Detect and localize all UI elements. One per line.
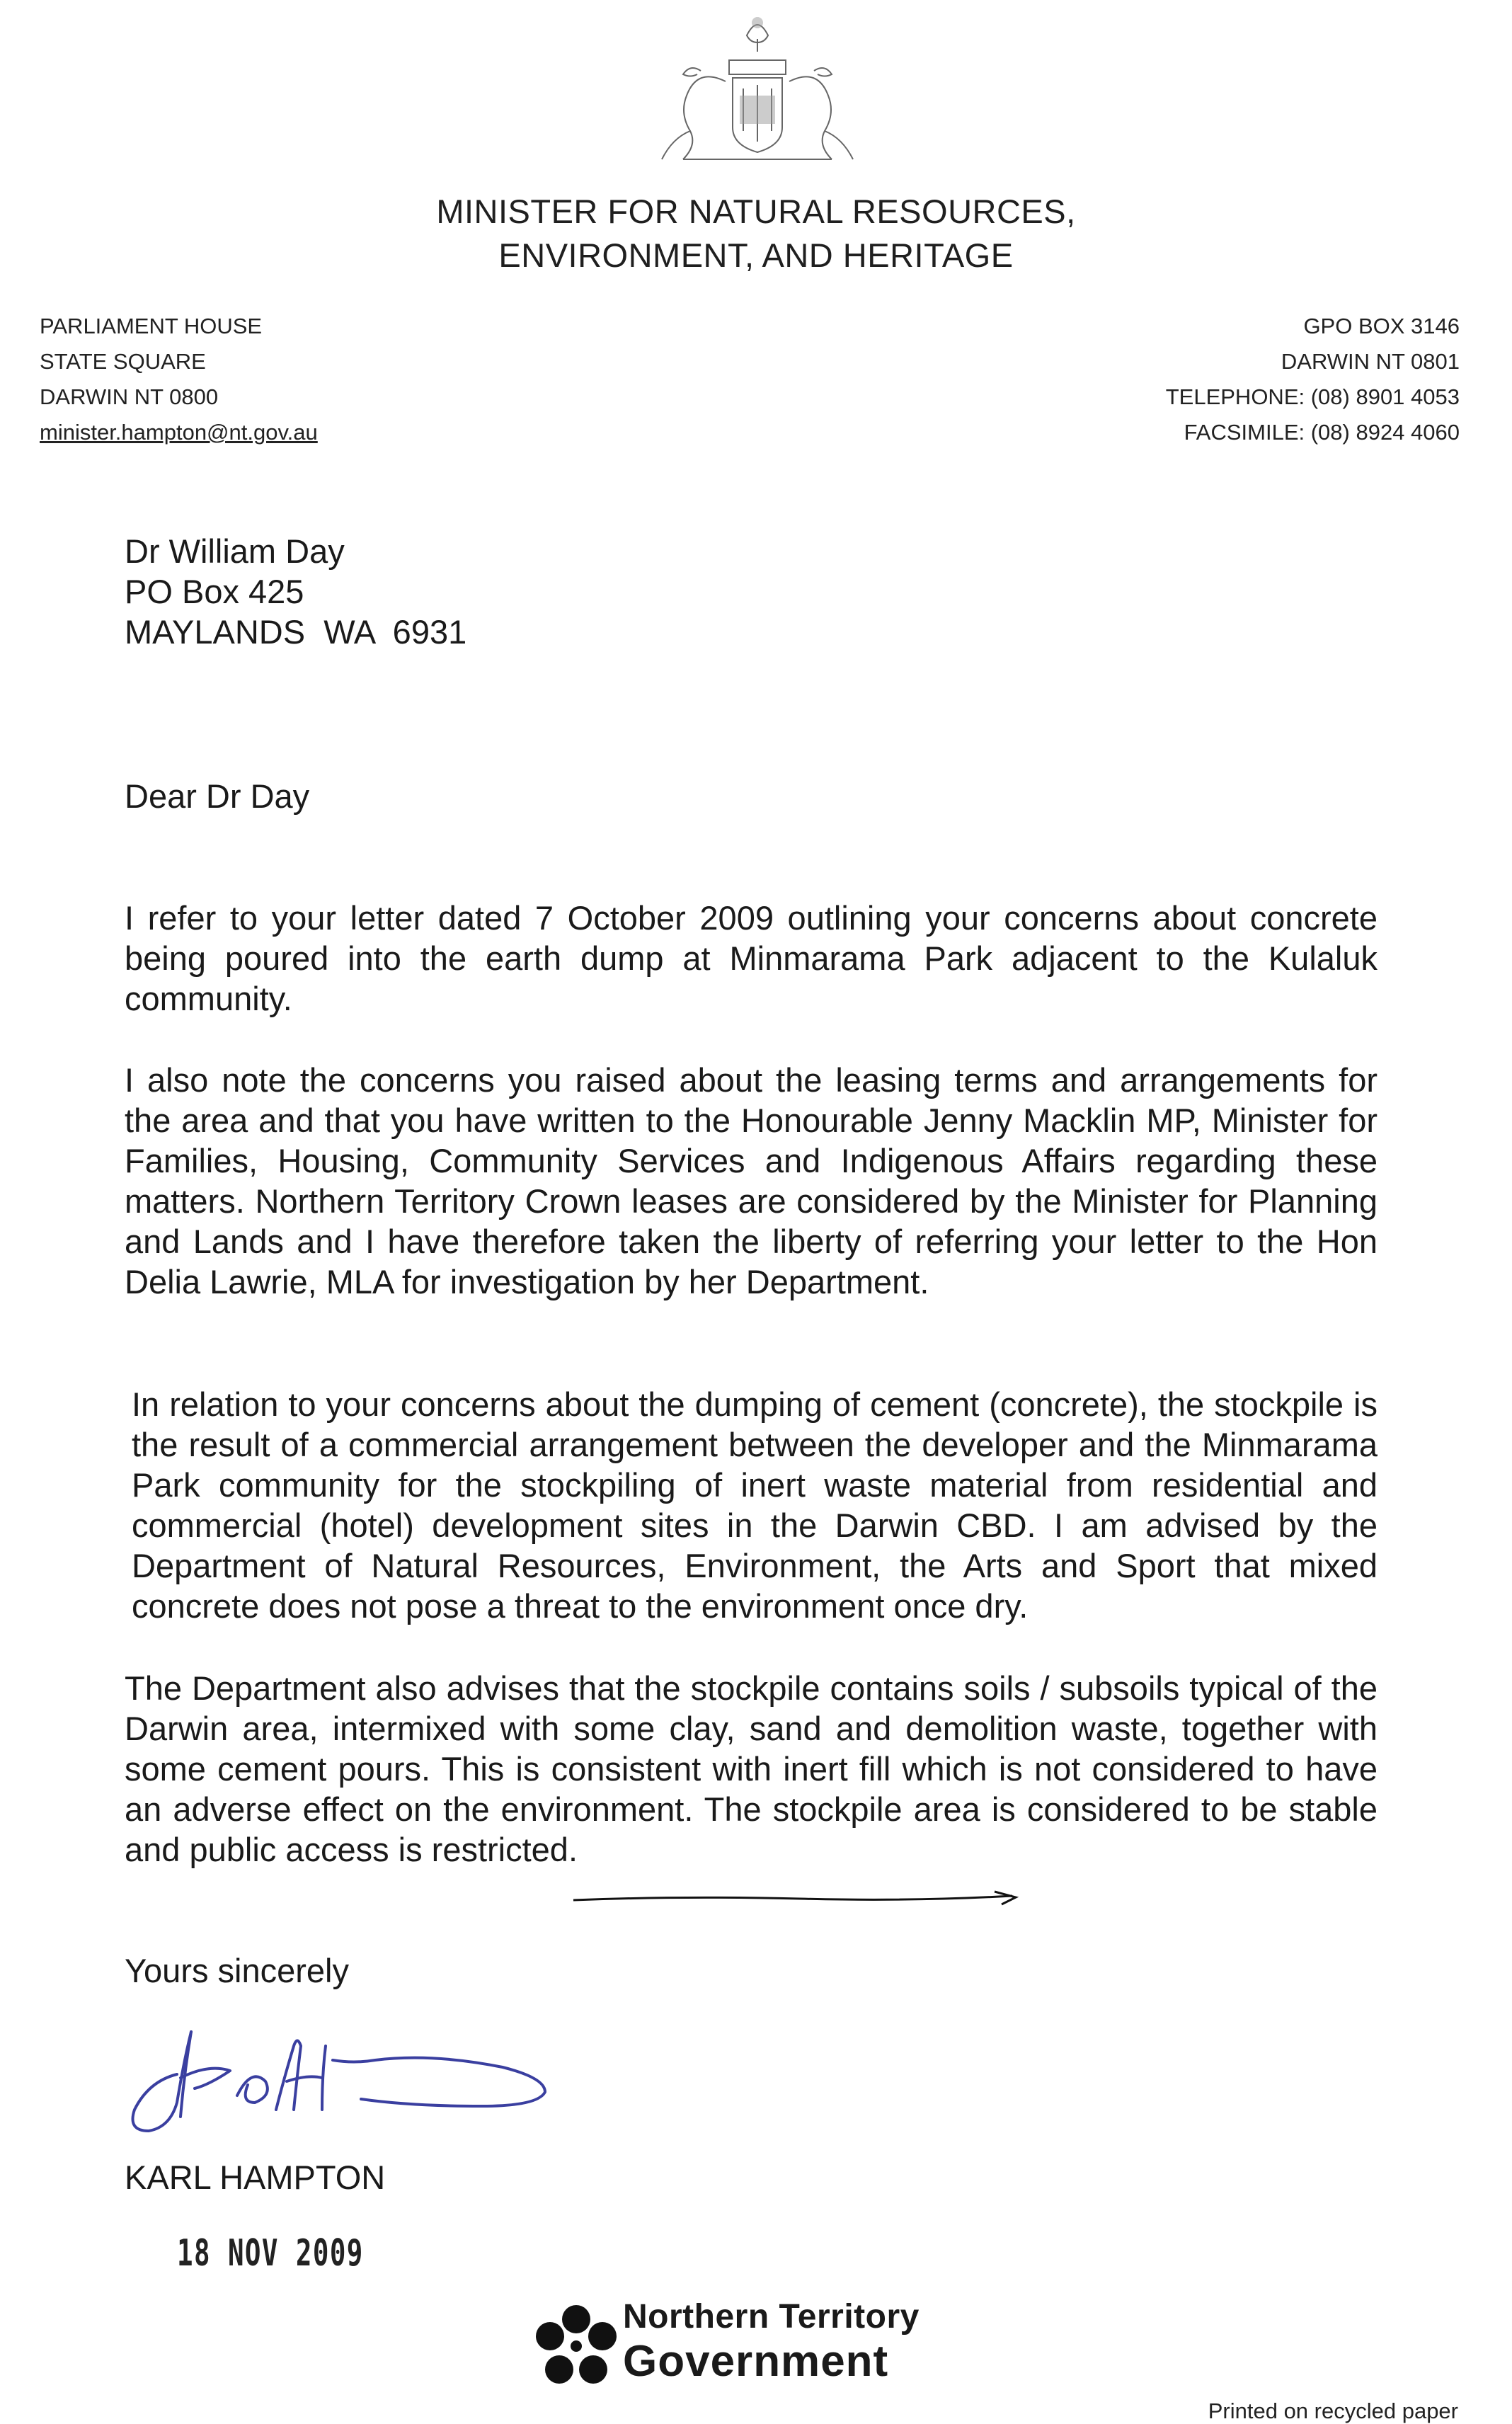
nt-government-flower-logo-icon <box>531 2302 622 2393</box>
gpo-box: GPO BOX 3146 <box>1303 314 1460 338</box>
minister-email-link[interactable]: minister.hampton@nt.gov.au <box>40 420 318 445</box>
body-paragraph-4: The Department also advises that the stockpile contains soils / subsoils typical of the Darwin area, intermixed with some clay, sand and demolition waste, together with some cement pours. This is consistent with inert fill which is not considered to have an adverse effect on the environment. The stockpile area is considered to be stable and public access is restricted. <box>125 1669 1378 1868</box>
body-paragraph-2: I also note the concerns you raised about the leasing terms and arrangements for the area and that you have written to the Honourable Jenny Macklin MP, Minister for Families, Housing, Community Services and Indigenous Affairs regarding these matters. Northern Territory Crown leases are considered by the Minister for Planning and Lands and I have therefore taken the liberty of referring your letter to the Hon Delia Lawrie, MLA for investigation by her Department. <box>125 1061 1378 1300</box>
telephone-number: TELEPHONE: (08) 8901 4053 <box>1165 384 1460 409</box>
pen-stroke-line <box>570 1882 1030 1910</box>
facsimile-number: FACSIMILE: (08) 8924 4060 <box>1184 420 1460 445</box>
gov-name-line2: Government <box>623 2337 889 2386</box>
coat-of-arms-crest <box>641 7 874 170</box>
address-line-2: STATE SQUARE <box>40 349 206 374</box>
recipient-address <box>125 531 466 652</box>
closing: Yours sincerely <box>125 1952 349 1989</box>
postal-address <box>1166 309 1460 450</box>
minister-title <box>0 190 1512 278</box>
signer-name: KARL HAMPTON <box>125 2159 386 2196</box>
salutation: Dear Dr Day <box>125 777 310 815</box>
minister-title-line2: ENVIRONMENT, AND HERITAGE <box>498 236 1014 274</box>
gov-name-line1: Northern Territory <box>623 2298 920 2336</box>
address-line-1: PARLIAMENT HOUSE <box>40 314 263 338</box>
body-paragraph-1: I refer to your letter dated 7 October 2009 outlining your concerns about concrete being poured into the earth dump at Minmarama Park adjacent to the Kulaluk community. <box>125 899 1378 1017</box>
body-paragraph-3: In relation to your concerns about the dumping of cement (concrete), the stockpile is the result of a commercial arrangement between the developer and the Minmarama Park community for the stockpiling of inert waste material from residential and commercial (hotel) development sites in the Darwin CBD. I am advised by the Department of Natural Resources, Environment, the Arts and Sport that mixed concrete does not pose a threat to the environment once dry. <box>132 1385 1378 1625</box>
parliament-address <box>40 309 318 450</box>
recipient-po-box: PO Box 425 <box>125 573 304 610</box>
recipient-locality: MAYLANDS WA 6931 <box>125 613 467 651</box>
recipient-name: Dr William Day <box>125 532 345 570</box>
nt-government-wordmark <box>623 2296 920 2385</box>
handwritten-signature <box>106 1989 588 2152</box>
address-line-3: DARWIN NT 0800 <box>40 384 219 409</box>
minister-title-line1: MINISTER FOR NATURAL RESOURCES, <box>436 193 1076 230</box>
recycled-paper-note: Printed on recycled paper <box>1208 2399 1458 2423</box>
date-stamp: 18 NOV 2009 <box>177 2232 364 2275</box>
postal-locality: DARWIN NT 0801 <box>1281 349 1460 374</box>
